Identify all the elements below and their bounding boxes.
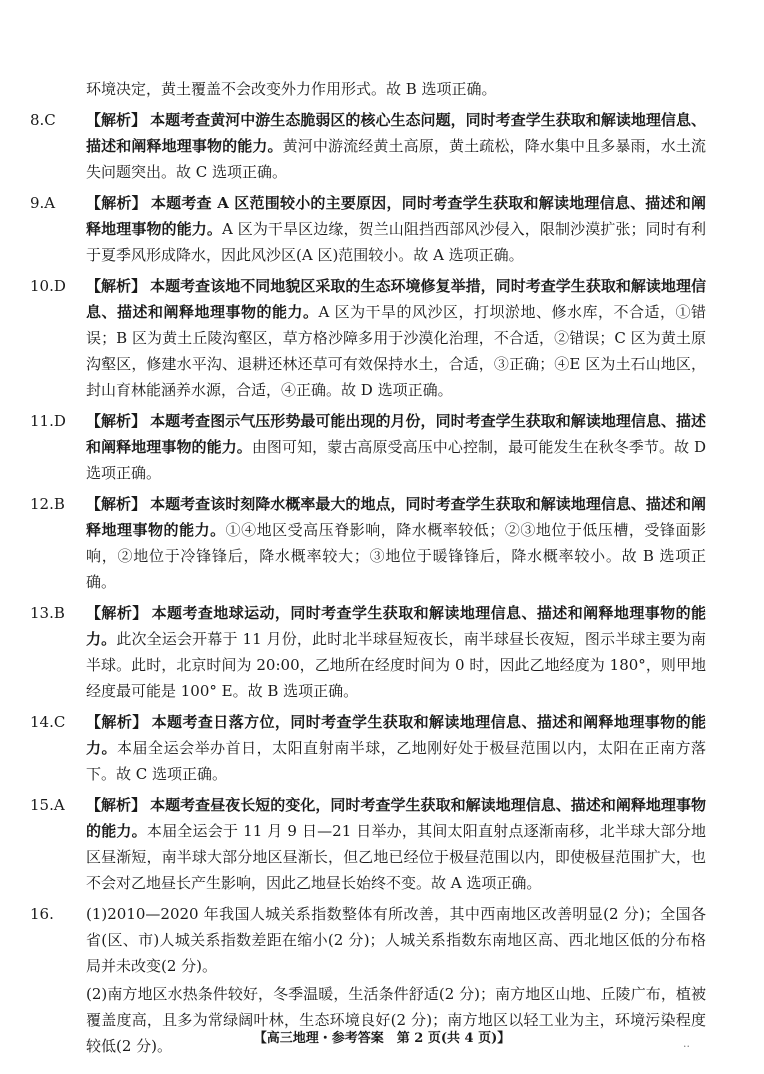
answer-number: 10.D bbox=[30, 277, 66, 295]
answer-body bbox=[86, 709, 706, 787]
analysis-text: 本届全运会于 11 月 9 日—21 日举办，其间太阳直射点逐渐南移，北半球大部分地区昼渐短，南半球大部分地区昼渐长，但乙地已经位于极昼范围以内，即使极昼范围扩大，也不会对乙地昼长产生影响，因此乙地昼长始终不变。故 A 选项正确。 bbox=[86, 822, 706, 892]
analysis-text: 本届全运会举办首日，太阳直射南半球，乙地刚好处于极昼范围以内，太阳在正南方落下。故 C 选项正确。 bbox=[86, 739, 706, 783]
analysis-tag: 【解析】 bbox=[86, 796, 147, 814]
answer-item-11 bbox=[28, 408, 706, 486]
answer-body bbox=[86, 491, 706, 595]
answer-body bbox=[86, 190, 706, 268]
answer-content bbox=[28, 76, 706, 1059]
answer-number: 16. bbox=[30, 905, 54, 923]
analysis-focus: 本题考查地球运动，同时考查学生获取和解读地理信息、描述和阐释地理事物的能力。 bbox=[86, 604, 706, 648]
analysis-focus: 本题考查 A 区范围较小的主要原因，同时考查学生获取和解读地理信息、描述和阐释地理事物的能力。 bbox=[86, 194, 706, 238]
analysis-tag: 【解析】 bbox=[86, 412, 147, 430]
analysis-text: A 区为干旱区边缘，贺兰山阻挡西部风沙侵入，限制沙漠扩张；同时有利于夏季风形成降水，因此风沙区(A 区)范围较小。故 A 选项正确。 bbox=[86, 220, 706, 264]
answer-number: 15.A bbox=[30, 796, 65, 814]
answer-number: 13.B bbox=[30, 604, 65, 622]
answer-item-15 bbox=[28, 792, 706, 896]
answer-item-14 bbox=[28, 709, 706, 787]
continuation-line: 环境决定，黄土覆盖不会改变外力作用形式。故 B 选项正确。 bbox=[86, 80, 497, 98]
answer-body bbox=[86, 792, 706, 896]
answer-number: 14.C bbox=[30, 713, 66, 731]
answer-body bbox=[86, 408, 706, 486]
answer-part-2: (2)南方地区水热条件较好，冬季温暖，生活条件舒适(2 分)；南方地区山地、丘陵广布，植被覆盖度高，且多为常绿阔叶林，生态环境良好(2 分)；南方地区以轻工业为主，环境污染程度较低(2 分)。 bbox=[86, 985, 706, 1055]
analysis-text: 由图可知，蒙古高原受高压中心控制，最可能发生在秋冬季节。故 D 选项正确。 bbox=[86, 438, 706, 482]
analysis-text: 黄河中游流经黄土高原，黄土疏松，降水集中且多暴雨，水土流失问题突出。故 C 选项正确。 bbox=[86, 137, 706, 181]
answer-item-13 bbox=[28, 600, 706, 704]
analysis-tag: 【解析】 bbox=[86, 604, 148, 622]
analysis-text: ①④地区受高压脊影响，降水概率较低；②③地位于低压槽，受锋面影响，②地位于冷锋锋后，降水概率较大；③地位于暖锋锋后，降水概率较小。故 B 选项正确。 bbox=[86, 521, 706, 591]
answer-number: 12.B bbox=[30, 495, 65, 513]
answer-item-10 bbox=[28, 273, 706, 403]
analysis-tag: 【解析】 bbox=[86, 277, 147, 295]
analysis-focus: 本题考查昼夜长短的变化，同时考查学生获取和解读地理信息、描述和阐释地理事物的能力。 bbox=[86, 796, 706, 840]
answer-item-8 bbox=[28, 107, 706, 185]
answer-body bbox=[86, 107, 706, 185]
answer-body bbox=[86, 273, 706, 403]
answer-item-9 bbox=[28, 190, 706, 268]
analysis-focus: 本题考查图示气压形势最可能出现的月份，同时考查学生获取和解读地理信息、描述和阐释地理事物的能力。 bbox=[86, 412, 706, 456]
answer-body bbox=[86, 600, 706, 704]
analysis-focus: 本题考查该地不同地貌区采取的生态环境修复举措，同时考查学生获取和解读地理信息、描述和阐释地理事物的能力。 bbox=[86, 277, 706, 321]
answer-item-12 bbox=[28, 491, 706, 595]
analysis-text: A 区为干旱的风沙区，打坝淤地、修水库，不合适，①错误；B 区为黄土丘陵沟壑区，草方格沙障多用于沙漠化治理，不合适，②错误；C 区为黄土原沟壑区，修建水平沟、退耕还林还草可有效保持水土，合适，③正确；④E 区为土石山地区，封山育林能涵养水源，合适，④正确。故 D 选项正确。 bbox=[86, 303, 706, 399]
analysis-text: 此次全运会开幕于 11 月份，此时北半球昼短夜长，南半球昼长夜短，图示半球主要为南半球。此时，北京时间为 20:00，乙地所在经度时间为 0 时，因此乙地经度为 180°，则甲地经度最可能是 100° E。故 B 选项正确。 bbox=[86, 630, 706, 700]
page-footer: 【高三地理・参考答案 第 2 页(共 4 页)】 bbox=[253, 1031, 511, 1046]
answer-number: 9.A bbox=[30, 194, 56, 212]
analysis-focus: 本题考查日落方位，同时考查学生获取和解读地理信息、描述和阐释地理事物的能力。 bbox=[86, 713, 706, 757]
analysis-tag: 【解析】 bbox=[86, 713, 148, 731]
answer-number: 11.D bbox=[30, 412, 66, 430]
analysis-focus: 本题考查黄河中游生态脆弱区的核心生态问题，同时考查学生获取和解读地理信息、描述和阐释地理事物的能力。 bbox=[86, 111, 706, 155]
answer-part-1: (1)2010—2020 年我国人城关系指数整体有所改善，其中西南地区改善明显(2 分)；全国各省(区、市)人城关系指数差距在缩小(2 分)；人城关系指数东南地区高、西北地区低的分布格局并未改变(2 分)。 bbox=[86, 905, 706, 975]
analysis-tag: 【解析】 bbox=[86, 194, 147, 212]
corner-mark: ·· bbox=[683, 1040, 690, 1053]
analysis-focus: 本题考查该时刻降水概率最大的地点，同时考查学生获取和解读地理信息、描述和阐释地理事物的能力。 bbox=[86, 495, 706, 539]
answer-number: 8.C bbox=[30, 111, 56, 129]
analysis-tag: 【解析】 bbox=[86, 111, 147, 129]
analysis-tag: 【解析】 bbox=[86, 495, 147, 513]
